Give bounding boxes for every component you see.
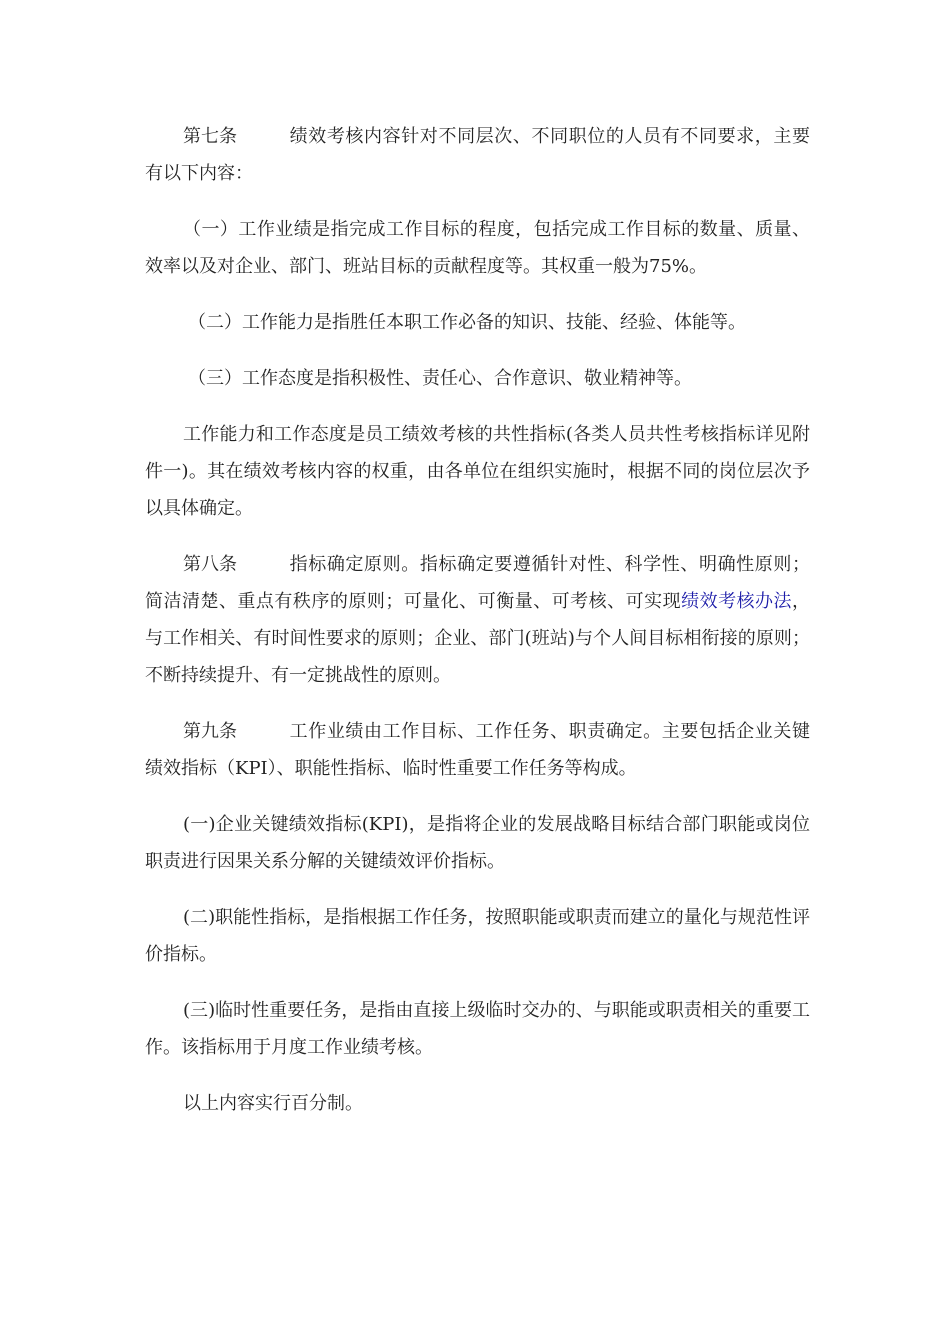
article-7-item-1: （一）工作业绩是指完成工作目标的程度，包括完成工作目标的数量、质量、效率以及对企业、部门、班站目标的贡献程度等。其权重一般为75%。 [145,219,810,277]
article-8-number: 第八条 [183,554,237,575]
article-7-note: 工作能力和工作态度是员工绩效考核的共性指标(各类人员共性考核指标详见附件一)。其在绩效考核内容的权重，由各单位在组织实施时，根据不同的岗位层次予以具体确定。 [145,424,810,519]
performance-method-link[interactable]: 绩效考核办法 [681,591,793,612]
article-9-text: 工作业绩由工作目标、工作任务、职责确定。主要包括企业关键绩效指标（KPI）、职能性指标、临时性重要工作任务等构成。 [145,721,810,779]
article-9-item-3: (三)临时性重要任务，是指由直接上级临时交办的、与职能或职责相关的重要工作。该指标用于月度工作业绩考核。 [145,1000,810,1058]
article-8-text-before-link: 指标确定原则。指标确定要遵循针对性、科学性、明确性原则；简洁清楚、重点有秩序的原则；可量化、可衡量、可考核、可实现 [145,554,810,612]
article-7-text: 绩效考核内容针对不同层次、不同职位的人员有不同要求，主要有以下内容： [145,126,810,184]
article-9-number: 第九条 [183,721,237,742]
article-7-number: 第七条 [183,126,237,147]
article-9-item-2: (二)职能性指标，是指根据工作任务，按照职能或职责而建立的量化与规范性评价指标。 [145,907,810,965]
article-9-item-1: (一)企业关键绩效指标(KPI)，是指将企业的发展战略目标结合部门职能或岗位职责进行因果关系分解的关键绩效评价指标。 [145,814,810,872]
article-8-paragraph [145,546,810,694]
article-8-text-after-link: ，与工作相关、有时间性要求的原则；企业、部门(班站)与个人间目标相衔接的原则；不断持续提升、有一定挑战性的原则。 [145,591,811,686]
article-7-item-2: （二）工作能力是指胜任本职工作必备的知识、技能、经验、体能等。 [188,312,746,333]
article-7-paragraph [145,118,810,192]
article-9-paragraph [145,713,810,787]
document-page [145,118,810,1141]
closing-paragraph: 以上内容实行百分制。 [183,1093,363,1114]
article-7-item-3: （三）工作态度是指积极性、责任心、合作意识、敬业精神等。 [188,368,692,389]
